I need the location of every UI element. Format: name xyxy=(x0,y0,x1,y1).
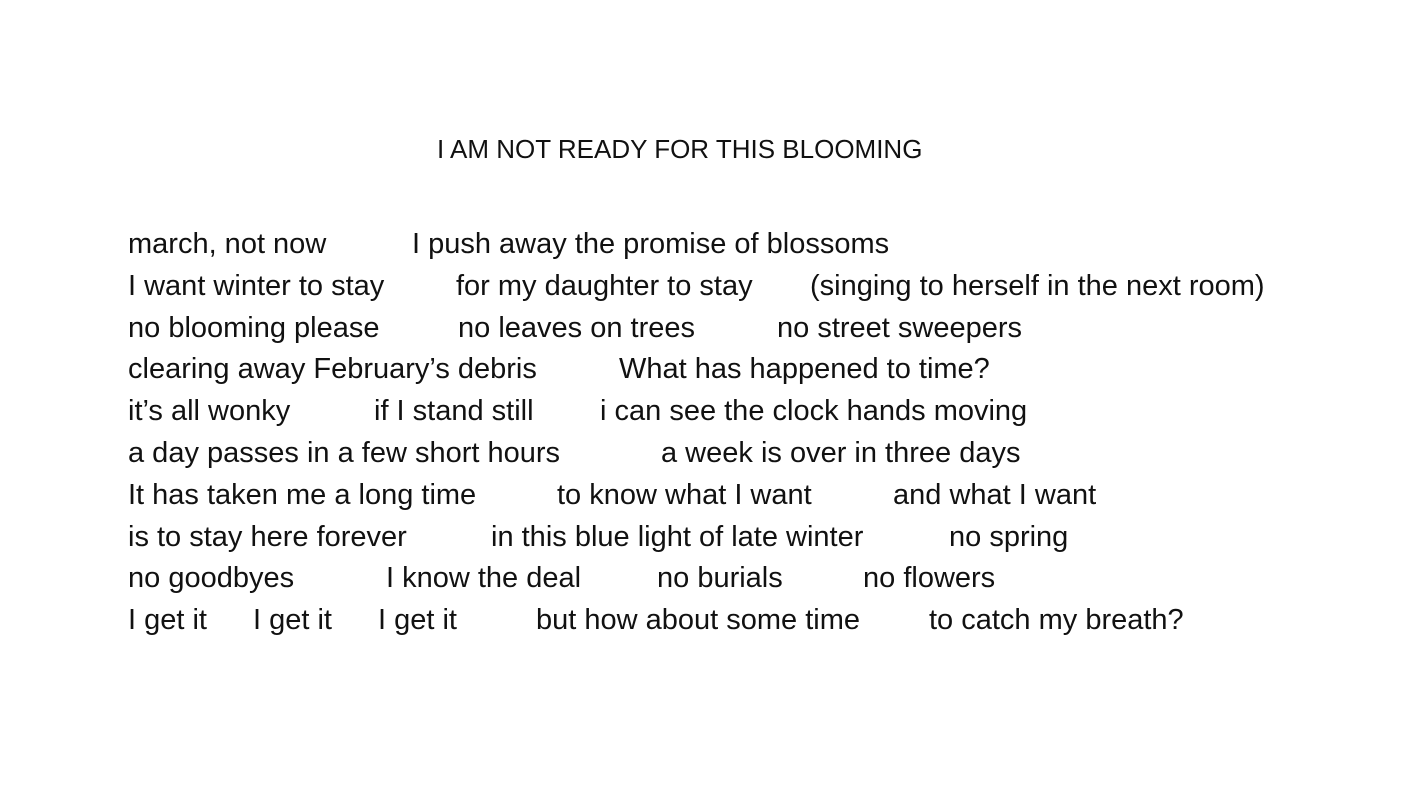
poem-phrase: no spring xyxy=(949,520,1069,553)
poem-phrase: i can see the clock hands moving xyxy=(600,395,1028,428)
poem-phrase: clearing away February’s debris xyxy=(128,353,537,386)
poem-phrase: a day passes in a few short hours xyxy=(128,436,561,469)
poem-phrase: to catch my breath? xyxy=(929,604,1184,637)
poem-phrase: is to stay here forever xyxy=(128,520,407,553)
poem-title: I AM NOT READY FOR THIS BLOOMING xyxy=(437,134,923,164)
poem-phrase: It has taken me a long time xyxy=(128,478,477,511)
poem-phrase: no leaves on trees xyxy=(458,311,695,344)
poem-phrase: no goodbyes xyxy=(128,562,295,595)
poem-phrase: to know what I want xyxy=(557,478,812,511)
poem-phrase: march, not now xyxy=(128,228,327,260)
poem-phrase: it’s all wonky xyxy=(128,395,291,428)
poem-line xyxy=(128,558,1398,600)
poem-line xyxy=(128,600,1398,642)
poem-phrase: I want winter to stay xyxy=(128,269,385,302)
poem-phrase: no burials xyxy=(657,562,783,595)
poem-phrase: What has happened to time? xyxy=(619,353,990,386)
poem-phrase: and what I want xyxy=(893,478,1097,511)
poem-phrase: I get it xyxy=(253,604,332,637)
poem-phrase: no street sweepers xyxy=(777,311,1023,344)
poem-line xyxy=(128,266,1398,308)
poem-phrase: I get it xyxy=(378,604,457,637)
poem-phrase: a week is over in three days xyxy=(661,436,1021,469)
poem-phrase: I get it xyxy=(128,604,207,637)
poem-line xyxy=(128,308,1398,350)
poem-phrase: no flowers xyxy=(863,562,996,595)
poem-phrase: in this blue light of late winter xyxy=(491,520,864,553)
poem-line xyxy=(128,433,1398,475)
poem-phrase: I know the deal xyxy=(386,562,582,595)
poem-phrase: for my daughter to stay xyxy=(456,269,753,302)
poem-line xyxy=(128,391,1398,433)
poem-phrase: no blooming please xyxy=(128,311,380,344)
poem-phrase: but how about some time xyxy=(536,604,861,637)
poem-phrase: I push away the promise of blossoms xyxy=(412,228,890,260)
poem-line xyxy=(128,475,1398,517)
poem-line xyxy=(128,517,1398,559)
poem-body xyxy=(128,224,1398,642)
poem-line xyxy=(128,349,1398,391)
poem-line xyxy=(128,224,1398,266)
poem-phrase: if I stand still xyxy=(374,395,534,428)
poem-phrase: (singing to herself in the next room) xyxy=(810,269,1265,302)
